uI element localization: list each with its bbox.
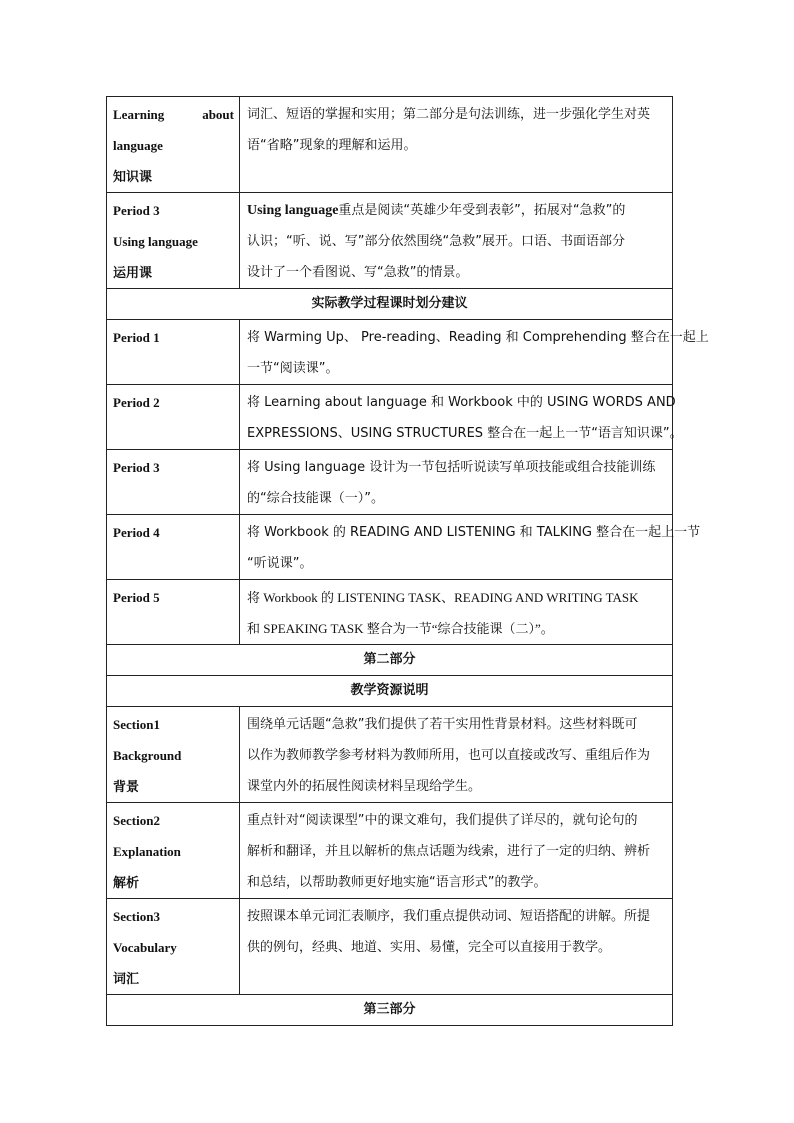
table-row (107, 707, 673, 803)
row-description: 将 Workbook 的 LISTENING TASK、READING AND WRITING TASK 和 SPEAKING TASK 整合为一节“综合技能课（二）”。 (240, 580, 673, 645)
lesson-plan-table (106, 96, 709, 1026)
row-description: Using language重点是阅读“英雄少年受到表彰”，拓展对“急救”的 认识；“听、说、写”部分依然围绕“急救”展开。口语、书面语部分 设计了一个看图说、写“急救”的情景。 (240, 193, 673, 289)
label-line: 知识课 (113, 169, 153, 184)
table-row (107, 320, 673, 385)
row-label: Period 3 Using language 运用课 (107, 193, 240, 289)
table-row (107, 385, 673, 450)
row-label: Period 1 (107, 320, 240, 385)
row-label: Section2 Explanation 解析 (107, 803, 240, 899)
section-header-row (107, 676, 673, 707)
row-description: 将 Warming Up、 Pre-reading、Reading 和 Comprehending 整合在一起上 一节“阅读课”。 (240, 320, 673, 385)
row-description: 重点针对“阅读课型”中的课文难句，我们提供了详尽的，就句论句的 解析和翻译，并且以解析的焦点话题为线索，进行了一定的归纳、辨析 和总结，以帮助教师更好地实施“语言形式”的教学。 (240, 803, 673, 899)
section-header: 教学资源说明 (107, 676, 673, 707)
row-description: 将 Workbook 的 READING AND LISTENING 和 TALKING 整合在一起上一节 “听说课”。 (240, 515, 673, 580)
row-description: 围绕单元话题“急救”我们提供了若干实用性背景材料。这些材料既可 以作为教师教学参考材料为教师所用，也可以直接或改写、重组后作为 课堂内外的拓展性阅读材料呈现给学生。 (240, 707, 673, 803)
table-row (107, 97, 673, 193)
table-row (107, 193, 673, 289)
table-row (107, 580, 673, 645)
section-header: 实际教学过程课时划分建议 (107, 289, 673, 320)
row-label: Period 5 (107, 580, 240, 645)
section-header: 第三部分 (107, 995, 673, 1026)
row-label: Section3 Vocabulary 词汇 (107, 899, 240, 995)
row-label: Period 3 (107, 450, 240, 515)
label-word: about (202, 107, 234, 122)
section-header-row (107, 645, 673, 676)
label-word: Learning (113, 107, 165, 122)
row-label (107, 97, 240, 193)
section-header-row (107, 289, 673, 320)
row-label: Period 2 (107, 385, 240, 450)
section-header: 第二部分 (107, 645, 673, 676)
row-description: 将 Learning about language 和 Workbook 中的 USING WORDS AND EXPRESSIONS、USING STRUCTURES 整合在一起上一节“语言知识课”。 (240, 385, 673, 450)
row-description: 按照课本单元词汇表顺序，我们重点提供动词、短语搭配的讲解。所提 供的例句，经典、地道、实用、易懂，完全可以直接用于教学。 (240, 899, 673, 995)
table-row (107, 450, 673, 515)
row-label: Section1 Background 背景 (107, 707, 240, 803)
row-description: 将 Using language 设计为一节包括听说读写单项技能或组合技能训练 的“综合技能课（一）”。 (240, 450, 673, 515)
table-row (107, 515, 673, 580)
row-label: Period 4 (107, 515, 240, 580)
label-line: language (113, 138, 163, 153)
table-row (107, 803, 673, 899)
table-row (107, 899, 673, 995)
section-header-row (107, 995, 673, 1026)
row-description: 词汇、短语的掌握和实用；第二部分是句法训练，进一步强化学生对英 语“省略”现象的理解和运用。 (240, 97, 673, 193)
